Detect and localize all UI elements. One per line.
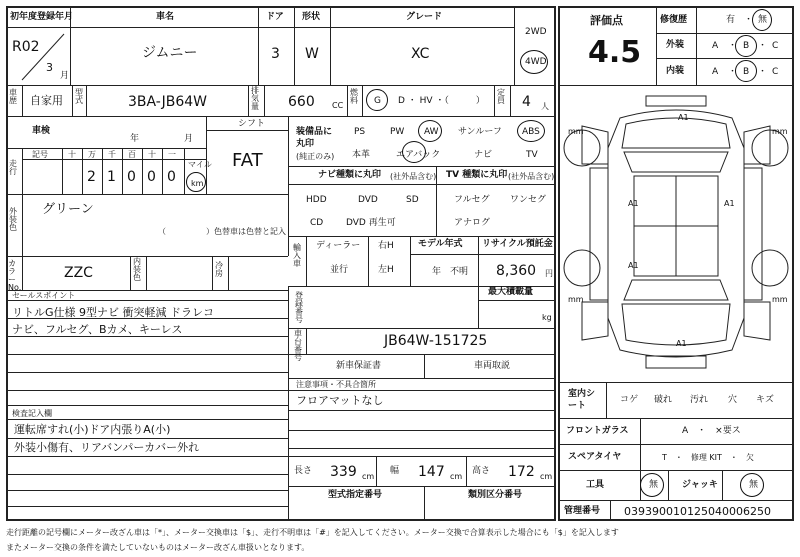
sheet-dirt: 汚れ	[690, 395, 709, 405]
import-label: 輸入車	[293, 243, 301, 268]
tv-type-label: TV 種類に丸印	[446, 170, 508, 180]
digit-3: 0	[127, 169, 136, 185]
jack-none-circle	[740, 473, 764, 497]
import-parallel: 並行	[330, 265, 349, 275]
rating-score: 4.5	[588, 35, 642, 70]
equip-abs-circle	[517, 120, 545, 142]
digit-h-5: 十	[148, 150, 156, 159]
equip-label: 装備品に丸印	[296, 127, 333, 149]
inspection-month-unit: 月	[184, 134, 194, 144]
front-glass-value: A ・ ×要ス	[682, 426, 741, 436]
diagram-mark-right: A1	[724, 199, 735, 208]
max-load-label: 最大積載量	[488, 287, 534, 297]
km-circle	[186, 172, 206, 192]
color-value: グリーン	[42, 202, 94, 217]
capacity-value: 4	[522, 94, 531, 110]
tv-analog: アナログ	[454, 218, 491, 228]
length-label: 長さ	[294, 466, 313, 476]
ext-dot1: ・	[728, 41, 738, 51]
recycle-label: リサイクル預託金	[482, 239, 553, 249]
ac-label: 冷房	[215, 261, 223, 278]
digit-h-1: 十	[68, 150, 76, 159]
grade: XC	[411, 46, 430, 62]
navi-hdd: HDD	[306, 195, 327, 205]
notes-label: 注意事項・不具合箇所	[296, 380, 376, 389]
ext-dot2: ・	[758, 41, 768, 51]
car-condition-diagram	[560, 88, 792, 378]
spare-tire-label: スペアタイヤ	[568, 452, 622, 462]
sales-line-2: ナビ、フルセグ、Bカメ、キーレス	[12, 323, 183, 336]
digit-h-symbol: 記号	[32, 150, 48, 159]
new-car-warranty: 新車保証書	[336, 361, 382, 371]
int-a: A	[712, 67, 719, 77]
tv-fullseg: フルセグ	[454, 195, 490, 205]
shift-label: シフト	[238, 119, 266, 129]
inspection-line-1: 運転席すれ(小)ドア内張りA(小)	[14, 423, 171, 436]
management-no-label: 管理番号	[564, 506, 601, 516]
model-label: 型式	[75, 88, 83, 105]
int-dot2: ・	[758, 67, 768, 77]
notes-value: フロアマットなし	[296, 394, 384, 407]
mm-bottom-right: mm	[772, 295, 788, 304]
mm-top-left: mm	[568, 127, 584, 136]
shift-value: FAT	[232, 150, 263, 171]
navi-sd: SD	[406, 195, 419, 205]
drive-2wd: 2WD	[525, 27, 547, 37]
recycle-yen: 円	[545, 269, 553, 278]
fuel-label: 燃料	[350, 88, 358, 105]
int-c: C	[772, 67, 779, 77]
import-right: 右H	[378, 241, 394, 251]
displacement-unit: CC	[332, 101, 344, 110]
exterior-label: 外装	[666, 40, 685, 50]
navi-type-label: ナビ種類に丸印	[318, 170, 382, 180]
diagram-mark-bottom: A1	[676, 339, 687, 348]
equip-abs: ABS	[522, 127, 540, 137]
diagram-mark-bottom-left: A1	[628, 261, 639, 270]
sheet-burn: コゲ	[620, 395, 639, 405]
sales-line-1: リトルG仕様 9型ナビ 衝突軽減 ドラレコ	[12, 306, 215, 319]
tv-type-note: (社外品含む)	[508, 172, 555, 181]
color-no-value: ZZC	[64, 265, 93, 281]
width-unit: cm	[450, 472, 463, 481]
jack-label: ジャッキ	[682, 480, 718, 490]
digit-1: 2	[87, 169, 96, 185]
digit-h-4: 百	[128, 150, 136, 159]
capacity-unit: 人	[541, 102, 549, 111]
class-number-label: 類別区分番号	[468, 490, 523, 500]
width-label: 幅	[390, 466, 400, 476]
paint-note: （ ）色替車は色替と記入	[158, 227, 286, 236]
recycle-value: 8,360	[496, 263, 537, 279]
sheet-hole: 穴	[728, 395, 738, 405]
height-label: 高さ	[472, 466, 491, 476]
equip-navi: ナビ	[474, 150, 493, 160]
equip-sub-label: (純正のみ)	[296, 152, 335, 161]
digit-h-6: 一	[168, 150, 176, 159]
model-year-label: モデル年式	[418, 239, 463, 249]
management-no-value: 039390010125040006250	[624, 505, 771, 518]
import-dealer: ディーラー	[316, 241, 361, 251]
chassis-value: JB64W-151725	[384, 333, 488, 349]
sheet-scratch: キズ	[756, 395, 774, 405]
equip-aw-circle	[418, 120, 442, 142]
digit-2: 1	[107, 169, 116, 185]
color-label: 外装色	[9, 207, 17, 232]
tools-none-circle	[640, 473, 664, 497]
displacement-label: 排気量	[251, 86, 259, 111]
ext-b: B	[743, 41, 750, 51]
length-unit: cm	[362, 472, 375, 481]
equip-aw: AW	[424, 127, 439, 137]
diagram-mark-left: A1	[628, 199, 639, 208]
tools-value: 無	[649, 480, 659, 490]
navi-dvd: DVD	[358, 195, 378, 205]
repair-none: 無	[758, 15, 768, 25]
height-unit: cm	[540, 472, 553, 481]
sheet-tear: 破れ	[654, 395, 673, 405]
ext-c: C	[772, 41, 779, 51]
car-name-label: 車名	[156, 12, 175, 22]
front-glass-label: フロントガラス	[566, 426, 629, 436]
repair-yes: 有	[726, 15, 736, 25]
equip-tv: TV	[526, 150, 538, 160]
interior-label: 内装	[666, 66, 685, 76]
inspection-year-unit: 年	[130, 134, 140, 144]
reg-no-label: 登録番号	[295, 291, 303, 324]
jack-value: 無	[749, 480, 759, 490]
equip-sunroof: サンルーフ	[458, 127, 502, 137]
sales-point-label: セールスポイント	[12, 291, 76, 300]
model-year-value: 年 不明	[432, 267, 469, 277]
spare-tire-value: T ・ 修理 KIT ・ 欠	[662, 453, 754, 462]
mileage-label: 走行	[9, 159, 17, 176]
shape-label: 形状	[302, 12, 321, 22]
int-dot1: ・	[728, 67, 738, 77]
displacement-value: 660	[288, 94, 315, 110]
drive-4wd: 4WD	[525, 57, 547, 67]
fuel-g-circle	[366, 89, 388, 111]
car-reg-value: 自家用	[30, 94, 63, 107]
capacity-label: 定員	[497, 88, 505, 105]
first-reg-era: R02	[12, 39, 40, 55]
max-load-unit: kg	[542, 313, 552, 322]
import-left: 左H	[378, 265, 394, 275]
km-label: km	[191, 179, 204, 188]
digit-h-2: 万	[88, 150, 96, 159]
chassis-label: 車台番号	[294, 329, 302, 362]
navi-type-note: (社外品含む)	[390, 172, 437, 181]
ext-a: A	[712, 41, 719, 51]
inspection-line-2: 外装小傷有、リアバンパーカバー外れ	[14, 441, 200, 454]
drive-4wd-circle	[520, 50, 548, 74]
repair-history-label: 修復歴	[660, 15, 688, 25]
tv-oneseg: ワンセグ	[510, 195, 547, 205]
first-reg-label: 初年度登録年月	[10, 12, 74, 22]
equip-airbag: エアバック	[396, 150, 441, 160]
repair-none-circle	[752, 9, 772, 31]
shape: W	[305, 46, 319, 62]
equip-ps: PS	[354, 127, 366, 137]
color-no-label: カラーNo.	[8, 259, 22, 292]
navi-cd: CD	[310, 218, 324, 228]
height-value: 172	[508, 464, 535, 480]
type-designation-label: 型式指定番号	[328, 490, 383, 500]
doors: 3	[271, 46, 280, 62]
diagram-mark-top: A1	[678, 113, 689, 122]
fuel-options: D ・ HV ・（ ）	[398, 96, 485, 106]
navi-dvd-play: DVD 再生可	[346, 218, 396, 228]
digit-4: 0	[147, 169, 156, 185]
equip-pw: PW	[390, 127, 405, 137]
ext-b-circle	[735, 35, 757, 57]
first-reg-month-unit: 月	[60, 71, 70, 81]
first-reg-month: 3	[46, 61, 53, 74]
car-reg-label: 車歴	[9, 88, 17, 105]
equip-leather: 本革	[352, 150, 371, 160]
car-name: ジムニー	[142, 45, 198, 61]
width-value: 147	[418, 464, 445, 480]
model-value: 3BA-JB64W	[128, 94, 208, 110]
interior-sheet-label: 室内シート	[568, 389, 596, 411]
interior-color-label: 内装色	[133, 257, 141, 282]
mile-label: マイル	[188, 160, 212, 169]
equip-airbag-circle	[402, 141, 426, 163]
int-b: B	[743, 67, 750, 77]
inspection-notes-label: 検査記入欄	[12, 409, 52, 418]
inspection-label: 車検	[32, 126, 51, 136]
digit-h-3: 千	[108, 150, 116, 159]
tools-label: 工具	[586, 480, 605, 490]
mm-top-right: mm	[772, 127, 788, 136]
rating-label: 評価点	[590, 14, 623, 27]
door-label: ドア	[266, 12, 284, 22]
length-value: 339	[330, 464, 357, 480]
repair-dot: ・	[744, 15, 754, 25]
int-b-circle	[735, 60, 757, 82]
owner-manual: 車両取説	[474, 361, 511, 371]
mm-bottom-left: mm	[568, 295, 584, 304]
grade-label: グレード	[406, 12, 443, 22]
footer-note-1: 走行距離の記号欄にメーター改ざん車は「*」、メーター交換車は「$」、走行不明車は「#」を記入してください。メーター交換で合算表示した場合にも「$」を記入します	[6, 528, 619, 537]
digit-5: 0	[167, 169, 176, 185]
fuel-g: G	[374, 96, 381, 106]
footer-note-2: またメーター交換の条件を満たしていないものはメーター改ざん車扱いとなります。	[6, 543, 310, 552]
